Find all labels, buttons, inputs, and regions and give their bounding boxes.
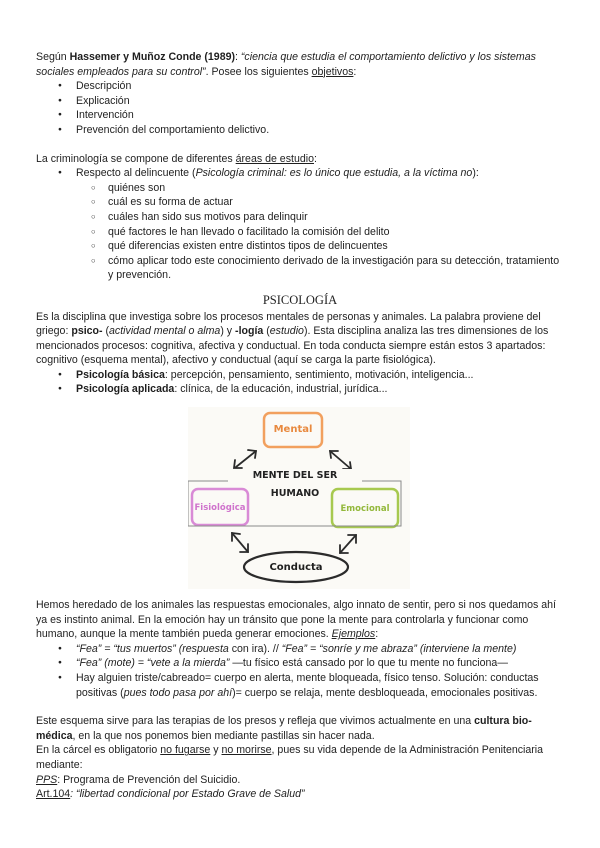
list-item: ● Hay alguien triste/cabreado= cuerpo en alerta, mente bloqueada, físico tenso. Solución: conductas positivas (pues todo pasa por ahí)= cuerpo se relaja, mente desbloqueada, emocionales positivas. [36, 671, 564, 700]
document-page [36, 50, 564, 802]
cultura-paragraph: Este esquema sirve para las terapias de los presos y refleja que vivimos actualmente en una cultura bio-médica, en la que nos ponemos bien mediante pastillas sin hacer nada. [36, 715, 532, 742]
areas-text: áreas de estudio [235, 152, 314, 165]
sub-list-item: ○ cuál es su forma de actuar [36, 195, 564, 210]
sub-list-item: ○ cuáles han sido sus motivos para delinquir [36, 210, 564, 225]
list-item: ● Respecto al delincuente (Psicología criminal: es lo único que estudia, a la víctima no): ○ quiénes son ○ cuál es su forma de actuar ○ cuáles han sido sus motivos para delinquir ○ qué factores le han llevado o facilitado la comisión del delito ○ qué diferencias existen entre distintos tipos de delincuentes ○ cómo aplicar todo este conocimiento derivado de la investigación para su detección, tratamiento y prevención. [36, 166, 564, 283]
pps-line: PPS: Programa de Prevención del Suicidio. [36, 773, 241, 786]
psicologia-list [36, 368, 564, 397]
objectives-list [36, 79, 564, 137]
authors: Hassemer y Muñoz Conde (1989) [69, 51, 236, 63]
fisiologica-label: Fisiológica [194, 503, 246, 514]
art104-line: Art.104: “libertad condicional por Estado Grave de Salud” [36, 788, 305, 801]
ejemplos-list [36, 642, 564, 700]
list-item: ● Descripción [36, 79, 564, 94]
sub-list-item: ○ qué diferencias existen entre distintos tipos de delincuentes [36, 239, 564, 254]
areas-list [36, 166, 564, 283]
list-item: ● Prevención del comportamiento delictivo. [36, 123, 564, 138]
sub-list-item: ○ quiénes son [36, 181, 564, 196]
mental-label: Mental [273, 424, 313, 436]
emocional-label: Emocional [340, 504, 390, 515]
section-heading: PSICOLOGÍA [262, 292, 338, 307]
mente-del-ser-humano-diagram [188, 407, 410, 589]
center-title-line1: MENTE DEL SER [228, 469, 362, 484]
areas-paragraph: La criminología se compone de diferentes áreas de estudio: [36, 152, 317, 165]
list-item: ● Psicología básica: percepción, pensamiento, sentimiento, motivación, inteligencia... [36, 368, 564, 383]
list-item: ● Psicología aplicada: clínica, de la educación, industrial, jurídica... [36, 382, 564, 397]
intro-paragraph: Según Hassemer y Muñoz Conde (1989): “ciencia que estudia el comportamiento delictivo y los sistemas sociales empleados para su control”. Posee los siguientes objetivos: [36, 51, 536, 78]
center-title-line2: HUMANO [270, 488, 320, 500]
objetivos-text: objetivos [311, 65, 354, 78]
emociones-paragraph: Hemos heredado de los animales las respuestas emocionales, algo innato de sentir, pero si nos quedamos ahí ya es instinto animal. En la emoción hay un tránsito que pone la mente para controlarla y funcionar como humano, aunque la mente también pueda generar emociones. Ejemplos: [36, 599, 556, 641]
sub-list-item: ○ cómo aplicar todo este conocimiento derivado de la investigación para su detección, tratamiento y prevención. [36, 254, 564, 283]
sub-list-item: ○ qué factores le han llevado o facilitado la comisión del delito [36, 225, 564, 240]
list-item: ● “Fea” = “tus muertos” (respuesta con ira). // “Fea” = “sonríe y me abraza” (interviene la mente) [36, 642, 564, 657]
delincuente-sublist [36, 181, 564, 283]
list-item: ● Explicación [36, 94, 564, 109]
conducta-label: Conducta [269, 562, 323, 574]
carcel-paragraph: En la cárcel es obligatorio no fugarse y no morirse, pues su vida depende de la Administración Penitenciaria mediante: [36, 744, 544, 771]
definition-quote: “ciencia que estudia el comportamiento delictivo y los sistemas sociales empleados para su control” [36, 51, 536, 78]
list-item: ● Intervención [36, 108, 564, 123]
list-item: ● “Fea” (mote) = “vete a la mierda” —tu físico está cansado por lo que tu mente no funciona— [36, 656, 564, 671]
psicologia-paragraph: Es la disciplina que investiga sobre los procesos mentales de personas y animales. La palabra proviene del griego: psico- (actividad mental o alma) y -logía (estudio). Esta disciplina analiza las tres dimensiones de los mencionados procesos: cognitiva, afectiva y conductual. En toda conducta siempre están estos 3 apartados: cognitivo (esquema mental), afectivo y conductual (aquí se carga la parte fisiológica). [36, 310, 549, 367]
